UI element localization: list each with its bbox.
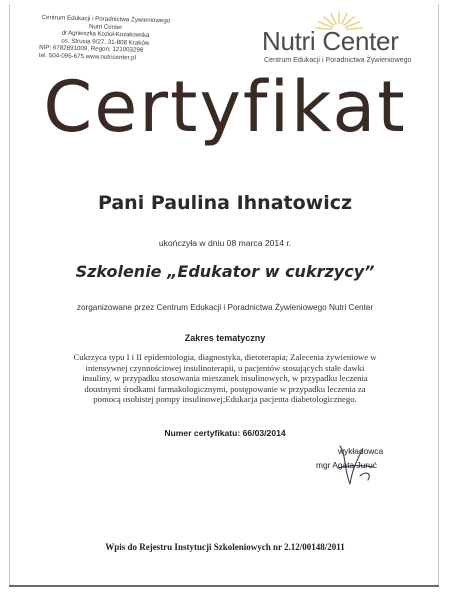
institution-stamp [39,14,172,63]
stamp-line: Nutri Center [88,22,123,31]
logo-brand: Nutri Center [262,26,399,56]
stamp-line: os. Strusia 9/27, 31-808 Kraków [61,37,150,47]
scope-description: Cukrzyca typu I i II epidemiologia, diagnostyka, dietoterapia; Zalecenia żywieniowe w intensywnej czynnościowej insulinoterapii, u pacjentów stosujących stałe dawki insuliny, w przypadku stosowania mieszanek insulinowych, w przypadku leczenia doustnymi środkami farmakologicznymi, postępowanie w przypadku leczenia za pomocą osobistej pompy insulinowej;Edukacja pacjenta diabetologicznego. [73,352,377,405]
stamp-line: dr Agnieszka Kozioł-Kozakowska [61,29,150,40]
stamp-line: NIP: 6782891009, Regon: 121003298 [39,44,144,55]
lecturer-role: wykładowca [338,446,384,456]
stamp-line: tel. 504-095-675 www.nutricenter.pl [38,51,136,62]
stamp-line: Centrum Edukacji i Poradnictwa Żywieniowego [41,14,171,25]
recipient-name: Pani Paulina Ihnatowicz [97,192,353,214]
organizer-text: zorganizowane przez Centrum Edukacji i Poradnictwa Żywieniowego Nutri Center [76,303,374,312]
course-title: Szkolenie „Edukator w cukrzycy” [75,262,375,281]
nutri-center-logo [262,10,432,70]
registry-note: Wpis do Rejestru Instytucji Szkoleniowych nr 2.12/00148/2011 [105,542,345,552]
lecturer-name: mgr Agata Juruć [316,460,377,470]
certificate-title: Certyfikat [43,66,407,148]
scope-heading: Zakres tematyczny [184,333,266,343]
bottom-rule [9,585,439,587]
completion-date: ukończyła w dniu 08 marca 2014 r. [158,238,292,248]
certificate-number: Numer certyfikatu: 66/03/2014 [164,428,286,438]
logo-tagline: Centrum Edukacji i Poradnictwa Żywieniowego [264,56,412,64]
